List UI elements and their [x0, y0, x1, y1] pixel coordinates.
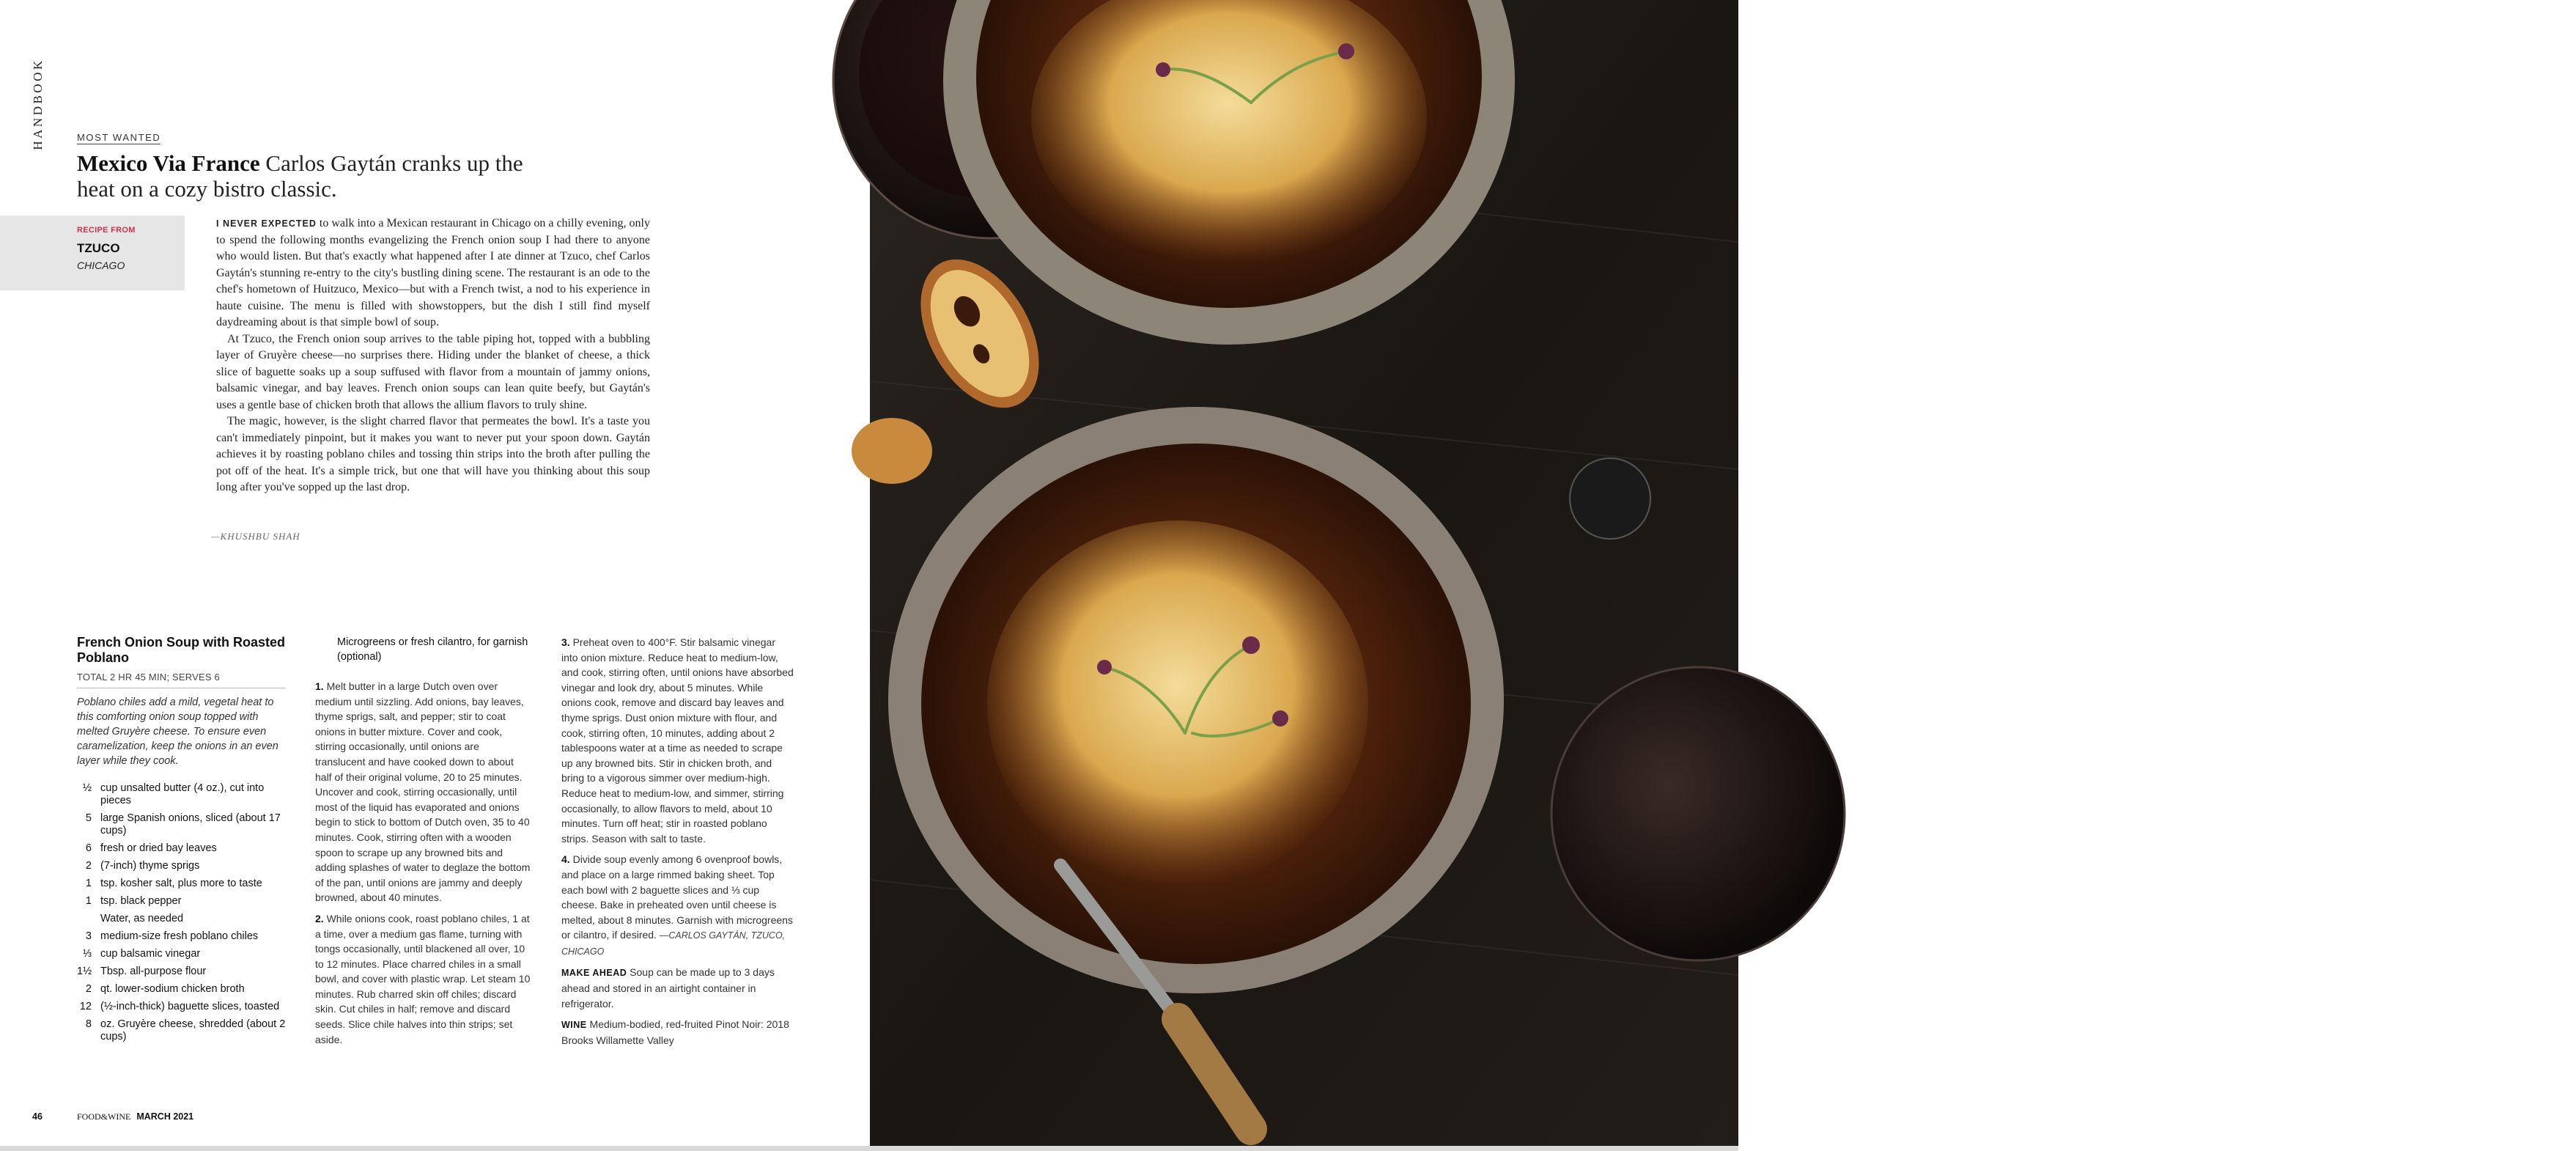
- ingredient-qty: 2: [85, 860, 92, 872]
- ingredient-qty: 3: [85, 930, 92, 942]
- recipe-step: [561, 635, 794, 846]
- recipe-step: [561, 852, 794, 959]
- recipe-column-3: [561, 635, 794, 1048]
- ingredient-qty: 12: [79, 1001, 92, 1012]
- ingredient-item: [77, 1001, 286, 1013]
- step-text: While onions cook, roast poblano chiles, 1 at a time, over a medium gas flame, turning with tongs occasionally, until blackened all over, 10 to 12 minutes. Place charred chiles in a small bowl, and cover with plastic wrap. Let steam 10 minutes. Rub charred skin off chiles; discard skin. Cut chiles in half; remove and discard seeds. Slice chile halves into thin strips; set aside.: [315, 912, 531, 1045]
- ingredient-text: Tbsp. all-purpose flour: [100, 966, 207, 977]
- ingredient-text: (7-inch) thyme sprigs: [100, 860, 200, 872]
- recipe-total-time: TOTAL 2 HR 45 MIN; SERVES 6: [77, 672, 286, 688]
- step-number: 3.: [561, 636, 570, 648]
- ingredient-qty: [77, 913, 92, 925]
- ingredient-item: [77, 913, 286, 925]
- ingredient-text: large Spanish onions, sliced (about 17 cups): [100, 812, 281, 836]
- ingredient-item: [77, 966, 286, 978]
- bottom-edge: [0, 1146, 1738, 1151]
- headline-dek: Carlos Gaytán cranks up the heat on a cozy bistro classic.: [77, 150, 523, 202]
- ingredient-qty: 1: [85, 895, 92, 907]
- left-page: [0, 0, 870, 1146]
- make-ahead-label: MAKE AHEAD: [561, 968, 627, 979]
- ingredient-item: [77, 895, 286, 908]
- ingredient-item: [77, 860, 286, 872]
- footer-right: [2422, 1111, 2502, 1133]
- magazine-logo: FOOD&WINE: [77, 1111, 131, 1122]
- step-text: Melt butter in a large Dutch oven over medium until sizzling. Add onions, bay leaves, thyme sprigs, salt, and pepper; stir to coat onions in butter mixture. Cover and cook, stirring occasionally, until onions are translucent and have cooked down to about half of their original volume, 20 to 25 minutes. Uncover and cook, stirring occasionally, until most of the liquid has evaporated and onions begin to stick to bottom of Dutch oven, 35 to 40 minutes. Cook, stirring often with a wooden spoon to scrape up any browned bits and adding splashes of water to deglaze the bottom of the pan, until onions are jammy and deeply browned, about 40 minutes.: [315, 680, 531, 904]
- ingredient-qty: ⅓: [82, 948, 92, 960]
- recipe-from-box: [0, 216, 185, 290]
- article-paragraph: The magic, however, is the slight charred flavor that permeates the bowl. It's a taste you can't immediately pinpoint, but it makes you want to never put your spoon down. Gaytán achieves it by roasting poblano chiles and tossing thin strips into the broth after pulling the pot off of the heat. It's a simple trick, but one that will have you thinking about this soup long after you've sopped up the last drop.: [216, 415, 650, 493]
- ingredient-item: [77, 983, 286, 996]
- recipe-column-2: [315, 635, 531, 1053]
- step-text: Preheat oven to 400°F. Stir balsamic vinegar into onion mixture. Reduce heat to medium-low, and cook, stirring often, until onions have absorbed vinegar and look dry, about 5 minutes. While onions cook, remove and discard bay leaves and thyme sprigs. Dust onion mixture with flour, and cook, stirring often, 10 minutes, adding about 2 tablespoons water at a time as needed to scrape up any browned bits. Stir in chicken broth, and bring to a vigorous simmer over medium-high. Reduce heat to medium-low, and simmer, stirring occasionally, to allow flavors to meld, about 10 minutes. Turn off heat; stir in roasted poblano strips. Season with salt to taste.: [561, 636, 794, 845]
- ingredients-list: [77, 782, 286, 1043]
- restaurant-city: CHICAGO: [77, 260, 125, 271]
- wine-glass-right: [1551, 667, 1845, 960]
- wine-text: Medium-bodied, red-fruited Pinot Noir: 2018 Brooks Willamette Valley: [561, 1018, 789, 1046]
- ingredient-qty: 2: [85, 983, 92, 995]
- article-lead: I NEVER EXPECTED: [216, 218, 317, 229]
- ingredient-text: (½-inch-thick) baguette slices, toasted: [100, 1001, 280, 1012]
- kicker: MOST WANTED: [77, 132, 161, 143]
- magazine-logo: FOOD&WINE: [2448, 1122, 2503, 1132]
- article-body: [216, 216, 650, 496]
- ingredient-text: tsp. black pepper: [100, 895, 182, 907]
- step-number: 2.: [315, 912, 324, 924]
- ingredient-item: [77, 812, 286, 837]
- recipe-headnote: Poblano chiles add a mild, vegetal heat to this comforting onion soup topped with melted Gruyère cheese. To ensure even caramelization, keep the onions in an even layer while they cook.: [77, 696, 278, 767]
- footer-left: [77, 1111, 193, 1122]
- garnish-ingredient: Microgreens or fresh cilantro, for garnish (optional): [337, 636, 528, 663]
- page-number-left: 46: [32, 1111, 43, 1122]
- recipe-column-1: [77, 635, 286, 1048]
- ingredient-text: cup balsamic vinegar: [100, 948, 201, 960]
- ingredient-text: tsp. kosher salt, plus more to taste: [100, 878, 262, 889]
- step-text: Divide soup evenly among 6 ovenproof bowls, and place on a large rimmed baking sheet. Top each bowl with 2 baguette slices and ⅓ cup cheese. Bake in preheated oven until cheese is melted, about 8 minutes. Garnish with microgreens or cilantro, if desired.: [561, 853, 793, 941]
- bread-crumb: [852, 418, 932, 484]
- issue-date: MARCH 2021: [2422, 1111, 2457, 1132]
- ingredient-item: [77, 878, 286, 890]
- headline-title: Mexico Via France: [77, 150, 260, 176]
- ingredient-text: cup unsalted butter (4 oz.), cut into pieces: [100, 782, 265, 806]
- ingredient-qty: 8: [85, 1018, 92, 1030]
- headline: [77, 150, 561, 202]
- photo-illustration: [870, 0, 1738, 1146]
- section-label: [31, 59, 45, 154]
- step-number: 1.: [315, 680, 324, 692]
- ingredient-item: [77, 782, 286, 807]
- ingredient-text: qt. lower-sodium chicken broth: [100, 983, 245, 995]
- soup-photo: [870, 0, 2576, 1146]
- ingredient-qty: 1½: [77, 966, 92, 977]
- salt-shaker: [1570, 458, 1650, 539]
- issue-date: MARCH 2021: [136, 1111, 194, 1122]
- section-label-text: HANDBOOK: [31, 58, 45, 150]
- ingredient-text: Water, as needed: [100, 913, 184, 924]
- step-number: 4.: [561, 853, 570, 866]
- make-ahead-text: Soup can be made up to 3 days ahead and stored in an airtight container in refrigerator.: [561, 966, 775, 1010]
- article-p1: to walk into a Mexican restaurant in Chicago on a chilly evening, only to spend the following months evangelizing the French onion soup I had there to anyone who would listen. But that's exactly what happened after I ate dinner at Tzuco, chef Carlos Gaytán's stunning re-entry to the city's bustling dining scene. The restaurant is an ode to the chef's hometown of Huitzuco, Mexico—but with a French twist, a nod to his experience in haute cuisine. The menu is filled with showstoppers, but the dish I still find myself daydreaming about is that simple bowl of soup.: [216, 217, 650, 328]
- ingredient-qty: 6: [85, 842, 92, 854]
- make-ahead-note: [561, 965, 794, 1011]
- recipe-title: French Onion Soup with Roasted Poblano: [77, 635, 286, 665]
- restaurant-name: TZUCO: [77, 241, 120, 255]
- page-number-right: 47: [2566, 1111, 2576, 1122]
- ingredient-item: [77, 930, 286, 943]
- ingredient-qty: 5: [85, 812, 92, 824]
- recipe-step: [315, 911, 531, 1047]
- ingredient-item: [77, 1018, 286, 1043]
- ingredient-qty: ½: [82, 782, 92, 794]
- ingredient-text: oz. Gruyère cheese, shredded (about 2 cups): [100, 1018, 286, 1042]
- recipe-credit: —CARLOS GAYTÁN, TZUCO, CHICAGO: [561, 930, 786, 957]
- ingredient-item: [77, 842, 286, 855]
- ingredient-text: fresh or dried bay leaves: [100, 842, 217, 854]
- article-paragraph: [216, 216, 650, 331]
- wine-label: WINE: [561, 1020, 587, 1031]
- wine-note: [561, 1017, 794, 1048]
- recipe-from-label: RECIPE FROM: [77, 226, 136, 235]
- ingredient-qty: 1: [85, 878, 92, 889]
- bowl-bottom-cheese: [987, 521, 1368, 887]
- recipe-step: [315, 679, 531, 905]
- ingredient-item: [77, 948, 286, 960]
- ingredient-text: medium-size fresh poblano chiles: [100, 930, 259, 942]
- byline: —KHUSHBU SHAH: [211, 531, 300, 542]
- article-paragraph: At Tzuco, the French onion soup arrives to the table piping hot, topped with a bubbling layer of Gruyère cheese—no surprises there. Hiding under the blanket of cheese, a thick slice of baguette soaks up a soup suffused with flavor from a mountain of jammy onions, balsamic vinegar, and bay leaves. French onion soups can lean quite beefy, but Gaytán's uses a gentle base of chicken broth that allows the allium flavors to truly shine.: [216, 332, 650, 411]
